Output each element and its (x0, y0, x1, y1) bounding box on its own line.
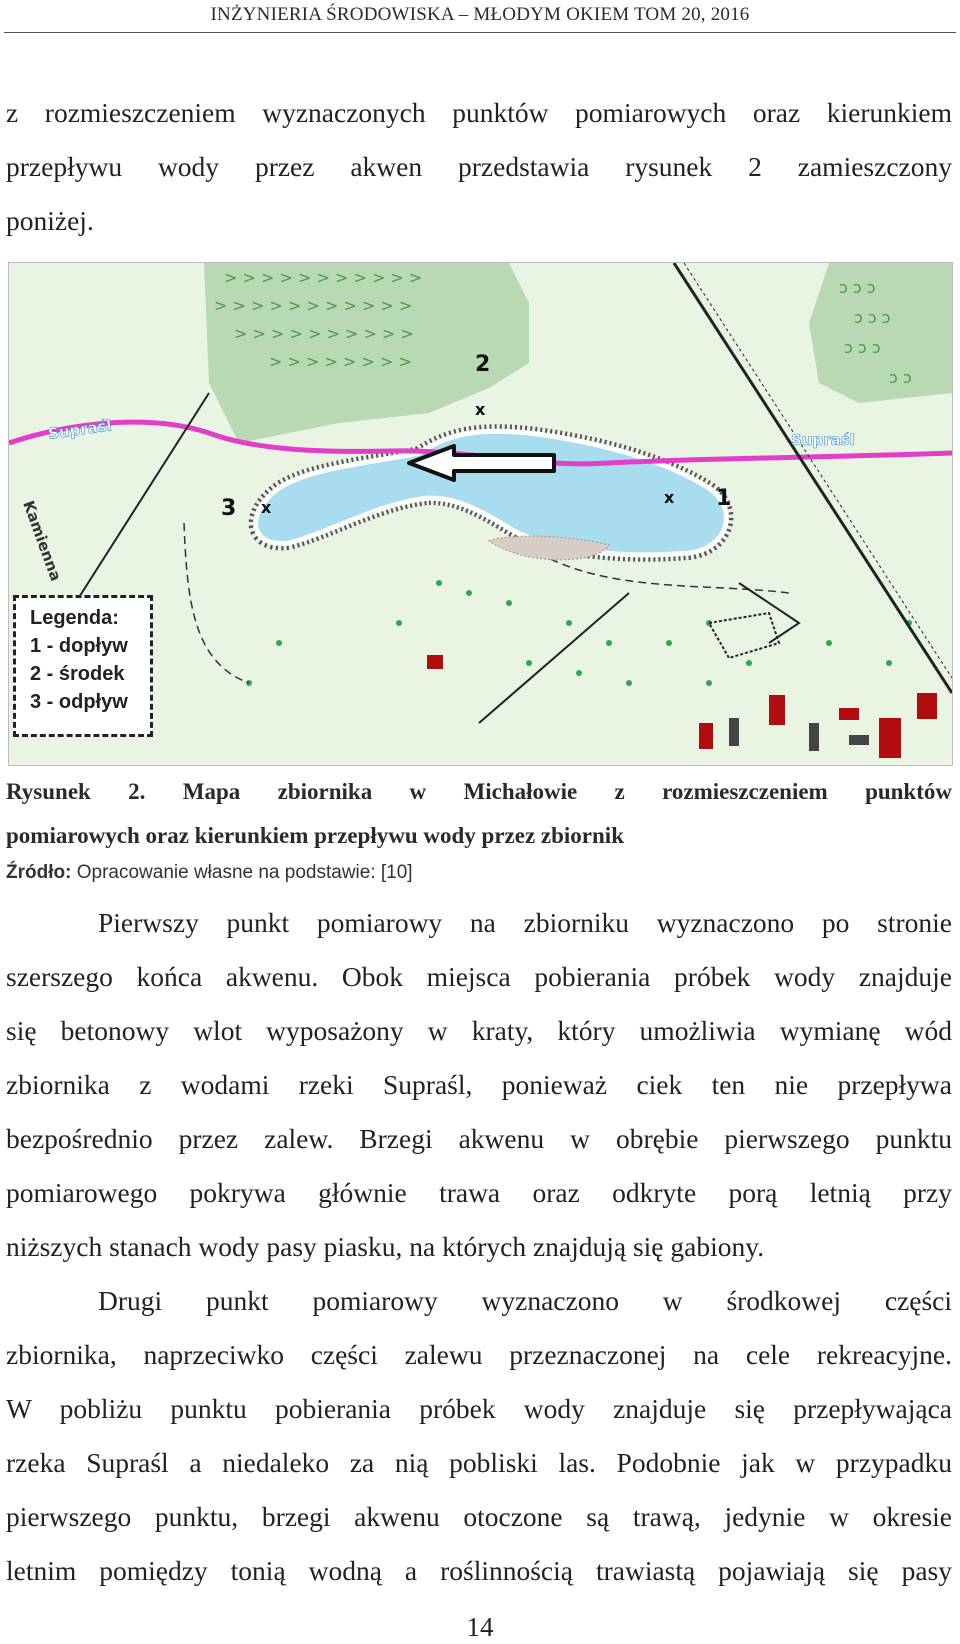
svg-text:ɔ ɔ ɔ: ɔ ɔ ɔ (844, 338, 881, 357)
running-header: INŻYNIERIA ŚRODOWISKA – MŁODYM OKIEM TOM 20, 2016 (210, 4, 750, 25)
point-2-marker: x (475, 400, 486, 419)
paragraph-line: się betonowy wlot wyposażony w kraty, który umożliwia wymianę wód (6, 1015, 952, 1046)
paragraph-line: niższych stanach wody pasy piasku, na których znajdują się gabiony. (6, 1231, 765, 1262)
paragraph-line: letnim pomiędzy tonią wodną a roślinnością trawiastą pojawiają się pasy (6, 1555, 952, 1586)
figure-caption (6, 770, 952, 858)
svg-text:> > > > > > > > > > >: > > > > > > > > > > > (224, 268, 423, 287)
paragraph-line: szerszego końca akwenu. Obok miejsca pobierania próbek wody znajduje (6, 961, 952, 992)
svg-text:> > > > > > > > > >: > > > > > > > > > > (234, 324, 414, 343)
paragraph-2 (6, 1274, 952, 1598)
legend-item: 3 - odpływ (30, 691, 128, 713)
map-legend (13, 595, 153, 737)
river-label-right: Supraśl (791, 431, 855, 449)
intro-line: z rozmieszczeniem wyznaczonych punktów pomiarowych oraz kierunkiem (6, 97, 952, 128)
paragraph-line: pierwszego punktu, brzegi akwenu otoczone są trawą, jedynie w okresie (6, 1501, 952, 1532)
paragraph-line: zbiornika z wodami rzeki Supraśl, ponieważ ciek ten nie przepływa (6, 1069, 952, 1100)
road-label: Kamienna (19, 498, 65, 584)
legend-item: 1 - dopływ (30, 635, 128, 657)
paragraph-line: rzeka Supraśl a niedaleko za nią pobliski las. Podobnie jak w przypadku (6, 1447, 952, 1478)
svg-text:ɔ ɔ: ɔ ɔ (889, 368, 912, 387)
page-number: 14 (466, 1612, 494, 1642)
point-1-label: 1 (716, 486, 732, 511)
reservoir-map-figure (8, 262, 953, 766)
paragraph-line: pomiarowego pokrywa głównie trawa oraz odkryte porą letnią przy (6, 1177, 952, 1208)
point-1-marker: x (664, 488, 675, 507)
source-text: Opracowanie własne na podstawie: [10] (76, 862, 413, 883)
svg-text:ɔ ɔ ɔ: ɔ ɔ ɔ (839, 278, 876, 297)
figure-source (6, 862, 413, 884)
source-label: Źródło: (6, 862, 72, 883)
forest-area-east (809, 263, 952, 403)
paragraph-line: Drugi punkt pomiarowy wyznaczono w środkowej części (98, 1285, 952, 1316)
paragraph-line: Pierwszy punkt pomiarowy na zbiorniku wyznaczono po stronie (98, 907, 952, 938)
point-3-marker: x (261, 498, 272, 517)
legend-item: 2 - środek (30, 663, 125, 685)
point-2-label: 2 (475, 352, 491, 377)
river-label-left: Supraśl (47, 416, 113, 443)
intro-paragraph (6, 86, 952, 248)
paragraph-line: W pobliżu punktu pobierania próbek wody znajduje się przepływająca (6, 1393, 952, 1424)
svg-text:> > > > > > > > > > >: > > > > > > > > > > > (214, 296, 413, 315)
paragraph-line: zbiornika, naprzeciwko części zalewu przeznaczonej na cele rekreacyjne. (6, 1339, 952, 1370)
intro-line: przepływu wody przez akwen przedstawia rysunek 2 zamieszczony (6, 151, 952, 182)
intro-line: poniżej. (6, 205, 94, 236)
paragraph-1 (6, 896, 952, 1274)
caption-line: pomiarowych oraz kierunkiem przepływu wody przez zbiornik (6, 823, 624, 848)
svg-text:ɔ ɔ ɔ: ɔ ɔ ɔ (854, 308, 891, 327)
caption-line: Rysunek 2. Mapa zbiornika w Michałowie z rozmieszczeniem punktów (6, 779, 952, 804)
header-rule (4, 32, 956, 33)
point-3-label: 3 (221, 496, 237, 521)
legend-title: Legenda: (30, 607, 119, 629)
paragraph-line: bezpośrednio przez zalew. Brzegi akwenu w obrębie pierwszego punktu (6, 1123, 952, 1154)
svg-text:> > > > > > > >: > > > > > > > > (269, 352, 412, 371)
